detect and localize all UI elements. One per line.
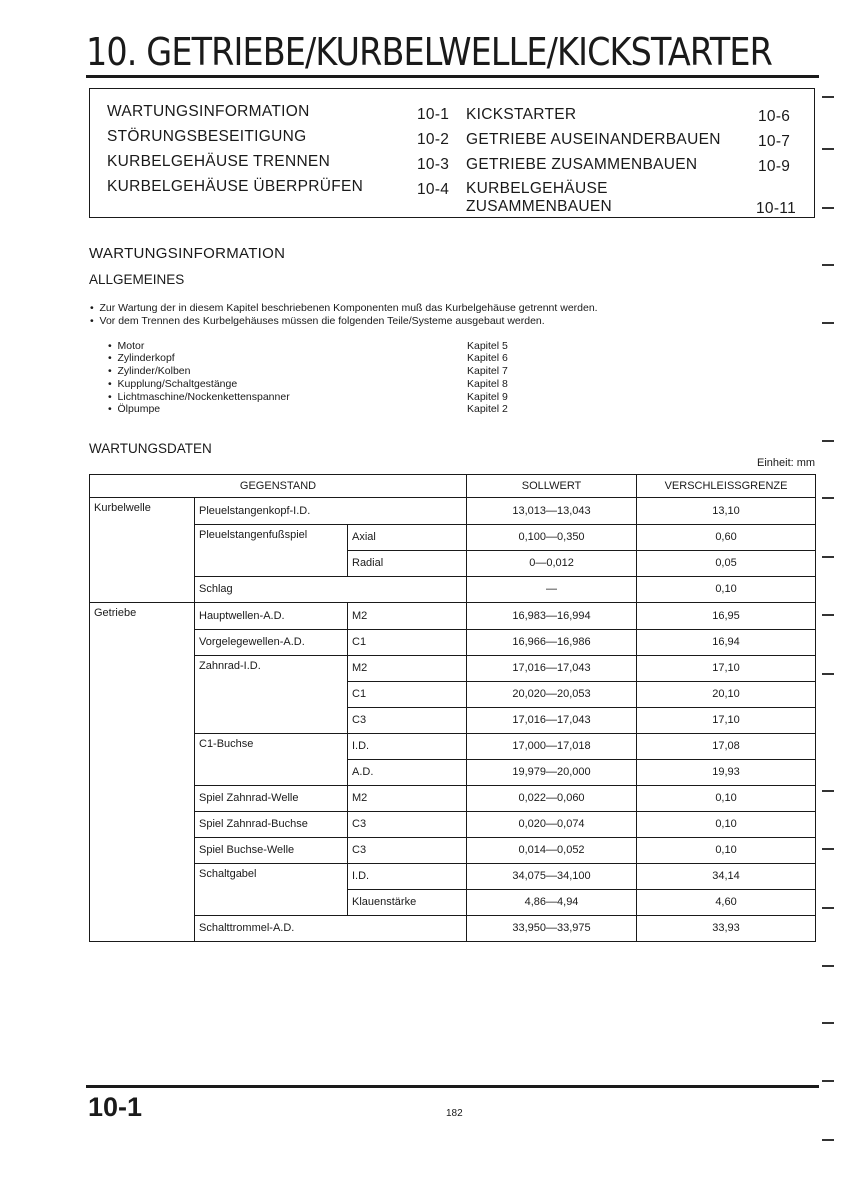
table-row (90, 915, 816, 942)
folio-number: 182 (446, 1108, 463, 1119)
toc-left-page-3: 10-3 (417, 156, 450, 173)
standard-cell: 4,86—4,94 (467, 889, 637, 915)
table-row (90, 524, 816, 550)
toc-right-page-2: 10-7 (758, 133, 791, 150)
group-spacer (90, 524, 195, 550)
part-cell: C1-Buchse (195, 733, 348, 785)
limit-cell: 0,60 (637, 524, 816, 550)
list-item-ref: Kapitel 7 (467, 365, 508, 377)
edge-mark (822, 1080, 834, 1082)
group-spacer (90, 889, 195, 915)
limit-cell: 16,95 (637, 603, 816, 630)
table-row (90, 863, 816, 889)
service-data-table (89, 474, 816, 942)
part-cell: Zahnrad-I.D. (195, 655, 348, 733)
bullet-2 (90, 315, 545, 327)
list-item-label: Ölpumpe (117, 403, 161, 415)
standard-cell: 13,013—13,043 (467, 498, 637, 525)
sub-cell: Radial (348, 550, 467, 576)
page-number: 10-1 (88, 1092, 143, 1122)
sub-cell: M2 (348, 655, 467, 681)
edge-mark (822, 440, 834, 442)
toc-left-item-2: STÖRUNGSBESEITIGUNG (107, 128, 307, 145)
part-cell: Spiel Zahnrad-Welle (195, 785, 348, 811)
sub-cell: C1 (348, 629, 467, 655)
edge-mark (822, 790, 834, 792)
table-row (90, 655, 816, 681)
sub-cell: M2 (348, 785, 467, 811)
service-data-heading: WARTUNGSDATEN (89, 441, 212, 456)
group-spacer (90, 655, 195, 681)
toc-left-page-2: 10-2 (417, 131, 450, 148)
standard-cell: 0,020—0,074 (467, 811, 637, 837)
col-header-limit: VERSCHLEISSGRENZE (637, 475, 816, 498)
limit-cell: 34,14 (637, 863, 816, 889)
group-spacer (90, 576, 195, 603)
list-item (108, 352, 175, 364)
bullet-1 (90, 302, 598, 314)
sub-cell: C3 (348, 837, 467, 863)
toc-right-item-1: KICKSTARTER (466, 106, 577, 123)
limit-cell: 20,10 (637, 681, 816, 707)
standard-cell: 0,022—0,060 (467, 785, 637, 811)
limit-cell: 0,10 (637, 576, 816, 603)
table-row (90, 498, 816, 525)
footer-rule (86, 1085, 819, 1088)
limit-cell: 17,10 (637, 655, 816, 681)
standard-cell: 20,020—20,053 (467, 681, 637, 707)
edge-mark (822, 322, 834, 324)
edge-mark (822, 96, 834, 98)
unit-label: Einheit: mm (757, 457, 816, 469)
standard-cell: 34,075—34,100 (467, 863, 637, 889)
edge-mark (822, 965, 834, 967)
toc-right-page-4: 10-11 (756, 200, 796, 217)
list-item-ref: Kapitel 8 (467, 378, 508, 390)
table-row (90, 576, 816, 603)
sub-cell: M2 (348, 603, 467, 630)
bullet-dot: • (90, 315, 100, 327)
title-rule (86, 75, 819, 78)
limit-cell: 17,10 (637, 707, 816, 733)
list-item (108, 340, 144, 352)
list-item-ref: Kapitel 5 (467, 340, 508, 352)
standard-cell: 0—0,012 (467, 550, 637, 576)
toc-left-item-1: WARTUNGSINFORMATION (107, 103, 310, 120)
toc-right-page-1: 10-6 (758, 108, 791, 125)
group-spacer (90, 915, 195, 942)
group-spacer (90, 863, 195, 889)
limit-cell: 0,05 (637, 550, 816, 576)
bullet-dot: • (108, 403, 118, 415)
table-row (90, 811, 816, 837)
edge-mark (822, 556, 834, 558)
chapter-title: 10. GETRIEBE/KURBELWELLE/KICKSTARTER (86, 30, 772, 74)
list-item (108, 365, 190, 377)
list-item-label: Zylinderkopf (117, 352, 175, 364)
edge-mark (822, 673, 834, 675)
bullet-dot: • (90, 302, 100, 314)
list-item (108, 378, 237, 390)
list-item-label: Motor (117, 340, 145, 352)
standard-cell: 19,979—20,000 (467, 759, 637, 785)
toc-left-item-4: KURBELGEHÄUSE ÜBERPRÜFEN (107, 178, 364, 195)
list-item-label: Kupplung/Schaltgestänge (117, 378, 238, 390)
sub-cell: Klauenstärke (348, 889, 467, 915)
toc-right-page-3: 10-9 (758, 158, 791, 175)
toc-right-item-4b: ZUSAMMENBAUEN (466, 198, 612, 215)
part-cell: Pleuelstangenfußspiel (195, 524, 348, 576)
standard-cell: 0,014—0,052 (467, 837, 637, 863)
part-cell: Hauptwellen-A.D. (195, 603, 348, 630)
group-spacer (90, 759, 195, 785)
table-row (90, 629, 816, 655)
standard-cell: — (467, 576, 637, 603)
bullet-dot: • (108, 378, 118, 390)
sub-cell: I.D. (348, 733, 467, 759)
general-heading: ALLGEMEINES (89, 272, 185, 287)
table-row (90, 837, 816, 863)
col-header-item: GEGENSTAND (90, 475, 467, 498)
edge-mark (822, 497, 834, 499)
edge-mark (822, 614, 834, 616)
sub-cell: I.D. (348, 863, 467, 889)
standard-cell: 0,100—0,350 (467, 524, 637, 550)
standard-cell: 17,016—17,043 (467, 655, 637, 681)
table-header-row (90, 475, 816, 498)
table-row (90, 733, 816, 759)
part-cell: Spiel Zahnrad-Buchse (195, 811, 348, 837)
list-item-ref: Kapitel 6 (467, 352, 508, 364)
part-cell: Vorgelegewellen-A.D. (195, 629, 348, 655)
limit-cell: 19,93 (637, 759, 816, 785)
bullet-dot: • (108, 391, 118, 403)
group-spacer (90, 837, 195, 863)
bullet-dot: • (108, 340, 118, 352)
toc-right-item-3: GETRIEBE ZUSAMMENBAUEN (466, 156, 698, 173)
sub-cell: C3 (348, 811, 467, 837)
standard-cell: 33,950—33,975 (467, 915, 637, 942)
list-item (108, 403, 160, 415)
edge-mark (822, 1022, 834, 1024)
bullet-1-text: Zur Wartung der in diesem Kapitel beschriebenen Komponenten muß das Kurbelgehäuse getrennt werden. (99, 302, 598, 314)
group-spacer (90, 707, 195, 733)
part-cell: Spiel Buchse-Welle (195, 837, 348, 863)
toc-left-item-3: KURBELGEHÄUSE TRENNEN (107, 153, 331, 170)
list-item-label: Zylinder/Kolben (117, 365, 191, 377)
group-spacer (90, 681, 195, 707)
edge-mark (822, 264, 834, 266)
bullet-2-text: Vor dem Trennen des Kurbelgehäuses müssen die folgenden Teile/Systeme ausgebaut werden. (99, 315, 545, 327)
bullet-dot: • (108, 365, 118, 377)
toc-left-page-4: 10-4 (417, 181, 450, 198)
limit-cell: 0,10 (637, 811, 816, 837)
part-cell: Schalttrommel-A.D. (195, 915, 467, 942)
group-spacer (90, 785, 195, 811)
toc-right-item-2: GETRIEBE AUSEINANDERBAUEN (466, 131, 721, 148)
limit-cell: 33,93 (637, 915, 816, 942)
toc-left-page-1: 10-1 (417, 106, 450, 123)
limit-cell: 4,60 (637, 889, 816, 915)
limit-cell: 13,10 (637, 498, 816, 525)
col-header-standard: SOLLWERT (467, 475, 637, 498)
sub-cell: C1 (348, 681, 467, 707)
edge-mark (822, 1139, 834, 1141)
sub-cell: C3 (348, 707, 467, 733)
standard-cell: 17,016—17,043 (467, 707, 637, 733)
group-spacer (90, 811, 195, 837)
edge-mark (822, 907, 834, 909)
part-cell: Schlag (195, 576, 467, 603)
standard-cell: 16,983—16,994 (467, 603, 637, 630)
edge-mark (822, 848, 834, 850)
group-transmission: Getriebe (90, 603, 195, 630)
toc-right-item-4a: KURBELGEHÄUSE (466, 180, 608, 197)
group-spacer (90, 550, 195, 576)
edge-mark (822, 207, 834, 209)
standard-cell: 17,000—17,018 (467, 733, 637, 759)
limit-cell: 17,08 (637, 733, 816, 759)
group-spacer (90, 629, 195, 655)
sub-cell: A.D. (348, 759, 467, 785)
edge-mark (822, 148, 834, 150)
part-cell: Pleuelstangenkopf-I.D. (195, 498, 467, 525)
service-info-heading: WARTUNGSINFORMATION (89, 245, 286, 262)
table-row (90, 603, 816, 630)
list-item-ref: Kapitel 2 (467, 403, 508, 415)
list-item-ref: Kapitel 9 (467, 391, 508, 403)
bullet-dot: • (108, 352, 118, 364)
group-crankshaft: Kurbelwelle (90, 498, 195, 525)
list-item-label: Lichtmaschine/Nockenkettenspanner (117, 391, 290, 403)
limit-cell: 16,94 (637, 629, 816, 655)
limit-cell: 0,10 (637, 837, 816, 863)
limit-cell: 0,10 (637, 785, 816, 811)
sub-cell: Axial (348, 524, 467, 550)
part-cell: Schaltgabel (195, 863, 348, 915)
standard-cell: 16,966—16,986 (467, 629, 637, 655)
list-item (108, 391, 290, 403)
table-row (90, 785, 816, 811)
group-spacer (90, 733, 195, 759)
